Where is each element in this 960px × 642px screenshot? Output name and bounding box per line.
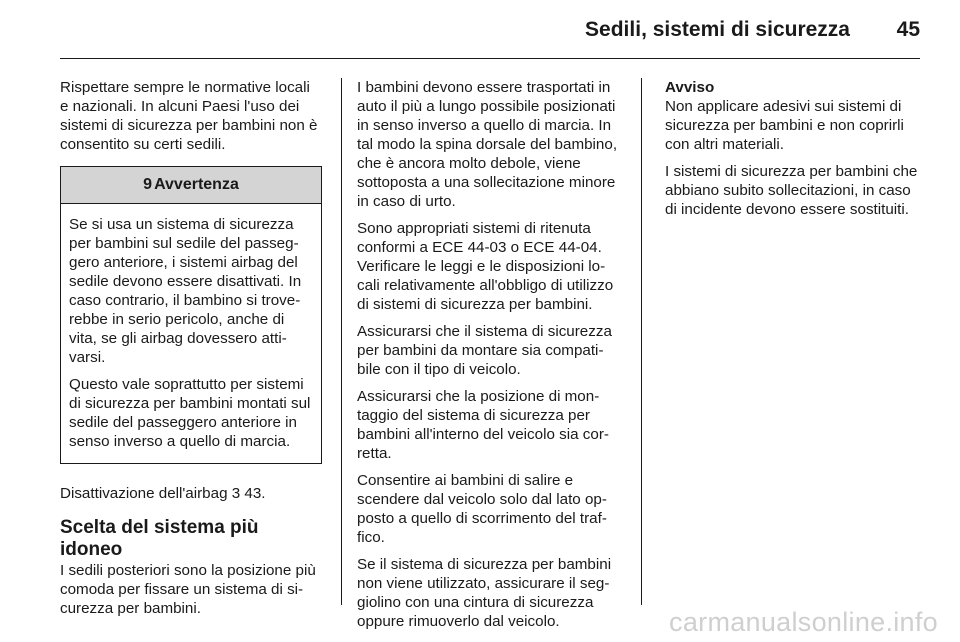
notice-title: Avviso	[665, 79, 715, 96]
section-heading: Scelta del sistema più idoneo	[60, 517, 259, 560]
paragraph: Sono appropriati sistemi di ritenuta conformi a ECE 44-03 o ECE 44-04. Verificare le leggi e le disposizioni locali relativamente all'obbligo di utilizzo di sistemi di sicurezza per bambini.	[357, 220, 614, 313]
page-header	[60, 14, 920, 48]
section-paragraph: I sedili posteriori sono la posizione più comoda per fissare un sistema di sicurezza per bambini.	[60, 562, 316, 617]
warning-title: Avvertenza	[154, 176, 239, 193]
warning-triangle-icon: 9	[143, 176, 153, 193]
column-right	[665, 78, 923, 227]
notice-paragraph-1: Non applicare adesivi sui sistemi di sicurezza per bambini e non coprirli con altri materiali.	[665, 98, 904, 153]
column-divider-2	[641, 78, 642, 605]
warning-box	[60, 166, 322, 464]
column-left	[60, 78, 322, 626]
warning-body	[61, 204, 321, 463]
paragraph: Se il sistema di sicurezza per bambini non viene utilizzato, assicurare il seggiolino con una cintura di sicurezza oppure rimuoverlo dal veicolo.	[357, 556, 612, 630]
paragraph: Assicurarsi che il sistema di sicurezza per bambini da montare sia compatibile con il tipo di veicolo.	[357, 323, 612, 378]
page-title: Sedili, sistemi di sicurezza	[585, 18, 850, 41]
paragraph: I bambini devono essere trasportati in auto il più a lungo possibile posizionati in senso inverso a quello di marcia. In tal modo la spina dorsale del bambino, che è ancora molto debole, viene sottoposta a una sollecitazione minore in caso di urto.	[357, 79, 618, 210]
warning-paragraph-2: Questo vale soprattutto per sistemi di sicurezza per bambini montati sul sedile del passeggero anteriore in senso inverso a quello di marcia.	[69, 376, 311, 450]
warning-header	[61, 167, 321, 204]
intro-paragraph: Rispettare sempre le normative locali e nazionali. In alcuni Paesi l'uso dei sistemi di sicurezza per bambini non è consentito su certi sedili.	[60, 79, 318, 153]
watermark: carmanualsonline.info	[669, 607, 938, 637]
paragraph: Consentire ai bambini di salire e scendere dal veicolo solo dal lato opposto a quello di scorrimento del traffico.	[357, 472, 607, 546]
column-divider-1	[341, 78, 342, 605]
notice-paragraph-2: I sistemi di sicurezza per bambini che abbiano subito sollecitazioni, in caso di incidente devono essere sostituiti.	[665, 163, 918, 218]
column-middle	[357, 78, 622, 639]
page-number: 45	[896, 18, 920, 41]
airbag-crossref: Disattivazione dell'airbag 3 43.	[60, 485, 266, 502]
paragraph: Assicurarsi che la posizione di montaggio del sistema di sicurezza per bambini all'interno del veicolo sia corretta.	[357, 388, 609, 462]
header-rule	[60, 58, 920, 59]
warning-paragraph-1: Se si usa un sistema di sicurezza per bambini sul sedile del passeggero anteriore, i sistemi airbag del sedile devono essere disattivati. In caso contrario, il bambino si troverebbe in serio pericolo, anche di vita, se gli airbag dovessero attivarsi.	[69, 216, 302, 366]
